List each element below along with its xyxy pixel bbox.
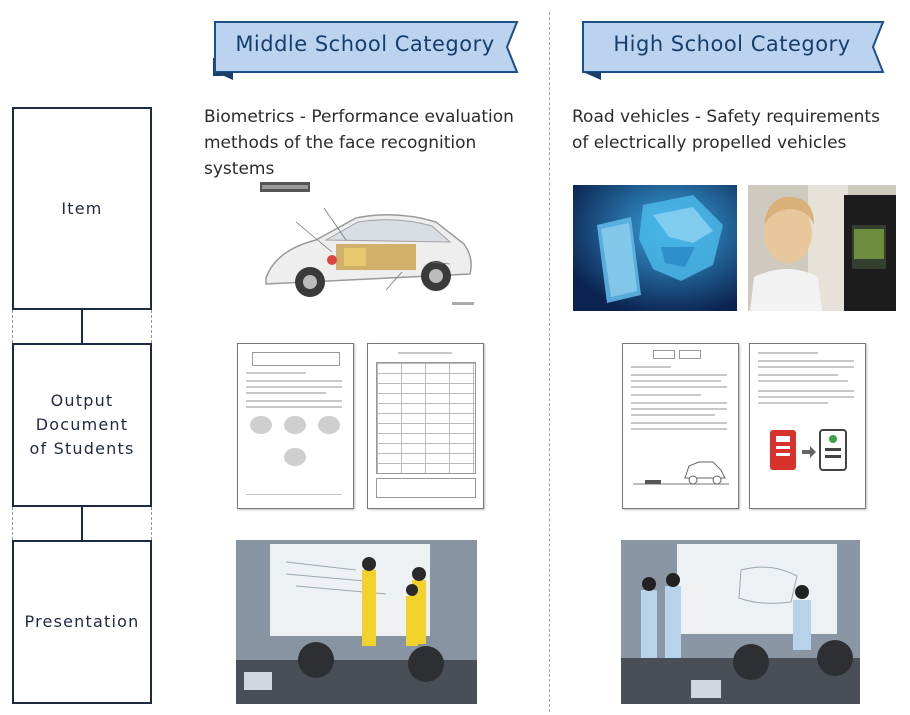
high-output-document-page-1 — [622, 343, 739, 509]
middle-school-category-banner — [211, 20, 519, 82]
row-connector — [81, 310, 83, 343]
row-label-presentation: Presentation — [12, 540, 152, 704]
row-connector-left — [12, 310, 13, 343]
middle-output-document-page-2 — [367, 343, 484, 509]
row-connector-right — [151, 310, 152, 343]
high-output-document-page-2 — [749, 343, 866, 509]
face-recognition-illustration — [573, 185, 737, 311]
high-item-description: Road vehicles - Safety requirements of electrically propelled vehicles — [572, 107, 880, 153]
middle-presentation-photo — [236, 540, 477, 704]
row-label-item: Item — [12, 107, 152, 310]
middle-school-category-label: Middle School Category — [235, 32, 495, 56]
row-label-output-document: Output Document of Students — [12, 343, 152, 507]
electric-car-cutaway-image — [236, 178, 484, 312]
row-connector-right — [151, 507, 152, 540]
category-divider — [549, 12, 550, 712]
high-school-category-banner — [579, 20, 885, 82]
high-presentation-photo — [621, 540, 860, 704]
high-school-category-label: High School Category — [613, 32, 851, 56]
middle-item-description: Biometrics - Performance evaluation methods of the face recognition systems — [204, 107, 514, 179]
middle-output-document-page-1 — [237, 343, 354, 509]
row-connector-left — [12, 507, 13, 540]
face-recognition-terminal-photo — [748, 185, 896, 311]
row-connector — [81, 507, 83, 540]
